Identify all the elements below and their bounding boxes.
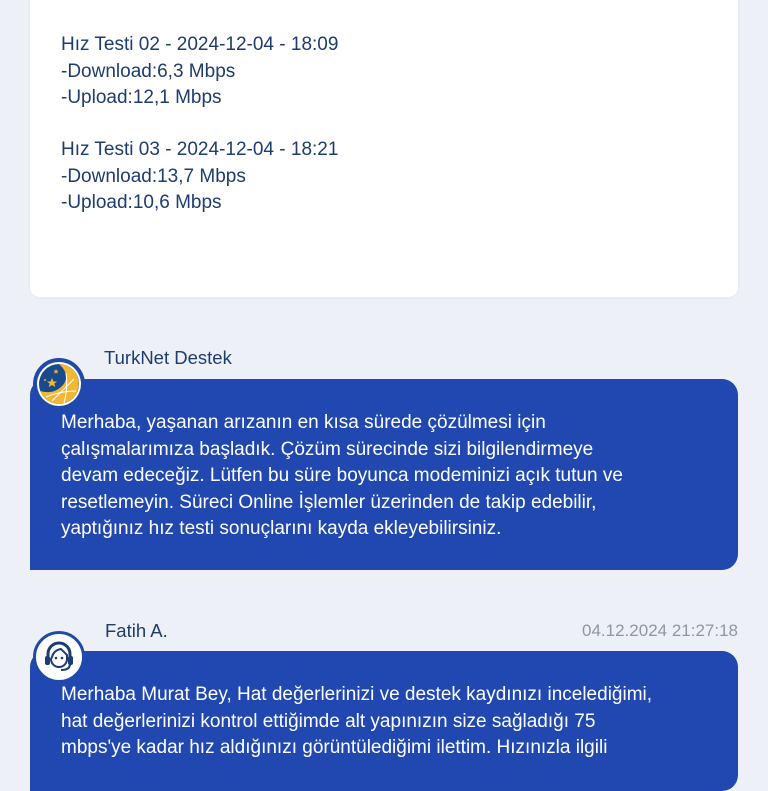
message-line: çalışmalarımıza başladık. Çözüm sürecinde sizi bilgilendirmeye <box>61 438 594 460</box>
message-line: resetlemeyin. Süreci Online İşlemler üzerinden de takip edebilir, <box>61 491 597 513</box>
speed-test-upload: -Upload:10,6 Mbps <box>61 192 222 213</box>
speed-test-02 <box>61 32 338 112</box>
message-line: hat değerlerinizi kontrol ettiğimde alt yapınızın size sağladığı 75 <box>61 710 596 732</box>
speed-test-title: Hız Testi 02 - 2024-12-04 - 18:09 <box>61 34 339 55</box>
speed-test-title: Hız Testi 03 - 2024-12-04 - 18:21 <box>61 139 339 160</box>
message-bubble-agent <box>30 651 738 791</box>
message-bubble-turknet <box>30 379 738 570</box>
message-timestamp: 04.12.2024 21:27:18 <box>582 621 738 640</box>
speed-test-download: -Download:13,7 Mbps <box>61 165 246 187</box>
message-line: yaptığınız hız testi sonuçlarını kayda ekleyebilirsiniz. <box>61 518 502 539</box>
speed-test-download: -Download:6,3 Mbps <box>61 60 236 82</box>
support-agent-headset-icon <box>33 631 85 683</box>
message-line: Merhaba Murat Bey, Hat değerlerinizi ve destek kaydınızı incelediğimi, <box>61 684 653 705</box>
speed-test-03 <box>61 137 338 217</box>
message-sender-name: TurkNet Destek <box>104 347 232 368</box>
message-line: mbps'ye kadar hız aldığınızı görüntülediğimi ilettim. Hızınızla ilgili <box>61 737 608 758</box>
message-line: devam edeceğiz. Lütfen bu süre boyunca modeminizi açık tutun ve <box>61 465 623 486</box>
message-sender-name: Fatih A. <box>105 620 168 641</box>
turknet-logo-icon <box>33 358 85 410</box>
speed-test-message-card <box>30 0 738 297</box>
message-line: Merhaba, yaşanan arızanın en kısa sürede çözülmesi için <box>61 412 546 433</box>
speed-test-upload: -Upload:12,1 Mbps <box>61 87 222 108</box>
